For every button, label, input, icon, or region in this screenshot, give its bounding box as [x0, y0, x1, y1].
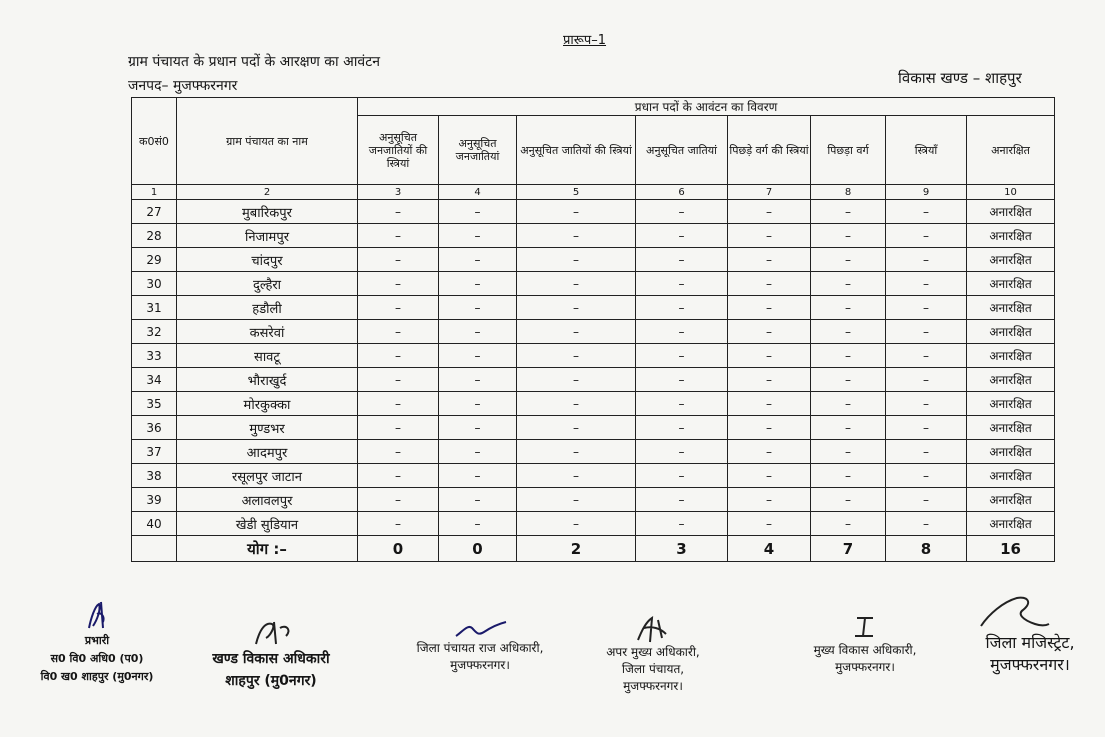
table-row [132, 464, 1055, 488]
row-panchayat-name: सावटू [177, 344, 358, 368]
row-dash-cell: – [358, 488, 439, 512]
row-dash-cell: – [358, 320, 439, 344]
table-row [132, 416, 1055, 440]
row-dash-cell: – [636, 488, 728, 512]
row-dash-cell: – [728, 488, 811, 512]
table-body [132, 200, 1055, 536]
table-row [132, 200, 1055, 224]
total-value: 8 [886, 536, 967, 562]
row-panchayat-name: मोरकुक्का [177, 392, 358, 416]
row-dash-cell: – [358, 200, 439, 224]
row-dash-cell: – [811, 320, 886, 344]
row-dash-cell: – [811, 416, 886, 440]
row-dash-cell: – [728, 200, 811, 224]
row-dash-cell: – [886, 320, 967, 344]
row-category: अनारक्षित [967, 440, 1055, 464]
row-sno: 32 [132, 320, 177, 344]
row-category: अनारक्षित [967, 272, 1055, 296]
row-dash-cell: – [886, 344, 967, 368]
row-sno: 35 [132, 392, 177, 416]
row-dash-cell: – [728, 368, 811, 392]
row-dash-cell: – [517, 320, 636, 344]
row-dash-cell: – [811, 368, 886, 392]
row-sno: 40 [132, 512, 177, 536]
row-dash-cell: – [358, 368, 439, 392]
row-panchayat-name: कसरेवां [177, 320, 358, 344]
row-dash-cell: – [517, 272, 636, 296]
row-dash-cell: – [886, 272, 967, 296]
table-row [132, 440, 1055, 464]
row-dash-cell: – [358, 392, 439, 416]
row-category: अनारक्षित [967, 368, 1055, 392]
row-dash-cell: – [886, 488, 967, 512]
row-dash-cell: – [517, 392, 636, 416]
row-dash-cell: – [517, 344, 636, 368]
row-dash-cell: – [811, 512, 886, 536]
signatory-line: मुजफ्फरनगर। [450, 658, 510, 672]
row-dash-cell: – [886, 392, 967, 416]
row-dash-cell: – [439, 320, 517, 344]
block-label: विकास खण्ड – शाहपुर [898, 69, 1022, 87]
signatory-line: मुजफ्फरनगर। [990, 655, 1070, 674]
column-number: 1 [132, 185, 177, 200]
row-dash-cell: – [728, 272, 811, 296]
table-row [132, 224, 1055, 248]
row-category: अनारक्षित [967, 320, 1055, 344]
row-dash-cell: – [439, 200, 517, 224]
row-dash-cell: – [517, 464, 636, 488]
row-category: अनारक्षित [967, 224, 1055, 248]
column-number-row [132, 185, 1055, 200]
col-header-st-women: अनुसूचित जनजातियों की स्त्रियां [358, 116, 439, 185]
row-dash-cell: – [811, 344, 886, 368]
row-dash-cell: – [517, 488, 636, 512]
row-panchayat-name: मुबारिकपुर [177, 200, 358, 224]
row-dash-cell: – [358, 416, 439, 440]
row-panchayat-name: निजामपुर [177, 224, 358, 248]
table-row [132, 392, 1055, 416]
row-dash-cell: – [358, 344, 439, 368]
row-dash-cell: – [728, 224, 811, 248]
row-dash-cell: – [886, 248, 967, 272]
row-dash-cell: – [358, 464, 439, 488]
row-category: अनारक्षित [967, 464, 1055, 488]
row-dash-cell: – [728, 512, 811, 536]
table-row [132, 488, 1055, 512]
row-panchayat-name: रसूलपुर जाटान [177, 464, 358, 488]
row-panchayat-name: हडौली [177, 296, 358, 320]
row-dash-cell: – [728, 344, 811, 368]
row-dash-cell: – [439, 272, 517, 296]
signatory-line: जिला मजिस्ट्रेट, [985, 633, 1075, 652]
row-dash-cell: – [636, 464, 728, 488]
row-dash-cell: – [636, 224, 728, 248]
row-dash-cell: – [439, 224, 517, 248]
row-sno: 30 [132, 272, 177, 296]
row-dash-cell: – [636, 368, 728, 392]
row-dash-cell: – [358, 296, 439, 320]
row-category: अनारक्षित [967, 512, 1055, 536]
row-dash-cell: – [439, 296, 517, 320]
row-dash-cell: – [517, 200, 636, 224]
row-dash-cell: – [886, 368, 967, 392]
row-dash-cell: – [439, 464, 517, 488]
row-category: अनारक्षित [967, 200, 1055, 224]
row-dash-cell: – [439, 416, 517, 440]
column-number: 9 [886, 185, 967, 200]
row-category: अनारक्षित [967, 416, 1055, 440]
col-header-obc: पिछड़ा वर्ग [811, 116, 886, 185]
row-dash-cell: – [728, 296, 811, 320]
row-sno: 38 [132, 464, 177, 488]
row-dash-cell: – [811, 200, 886, 224]
row-dash-cell: – [636, 296, 728, 320]
row-dash-cell: – [439, 488, 517, 512]
row-category: अनारक्षित [967, 296, 1055, 320]
row-panchayat-name: दुल्हैरा [177, 272, 358, 296]
row-category: अनारक्षित [967, 248, 1055, 272]
table-row [132, 512, 1055, 536]
row-dash-cell: – [517, 512, 636, 536]
row-panchayat-name: मुण्डभर [177, 416, 358, 440]
row-dash-cell: – [636, 512, 728, 536]
signature-mark [236, 618, 306, 648]
row-dash-cell: – [517, 224, 636, 248]
column-number: 4 [439, 185, 517, 200]
col-header-st: अनुसूचित जनजातियां [439, 116, 517, 185]
total-value: 0 [439, 536, 517, 562]
row-category: अनारक्षित [967, 392, 1055, 416]
row-dash-cell: – [636, 272, 728, 296]
table-row [132, 368, 1055, 392]
signatory-line: मुजफ्फरनगर। [835, 660, 895, 674]
table-row [132, 248, 1055, 272]
row-dash-cell: – [728, 416, 811, 440]
row-dash-cell: – [811, 440, 886, 464]
col-header-sno: क0सं0 [132, 98, 177, 185]
signatory-amo [583, 628, 723, 695]
document-title: ग्राम पंचायत के प्रधान पदों के आरक्षण का आवंटन [128, 54, 381, 70]
row-dash-cell: – [886, 224, 967, 248]
row-dash-cell: – [811, 248, 886, 272]
column-number: 3 [358, 185, 439, 200]
total-value: 7 [811, 536, 886, 562]
row-dash-cell: – [636, 416, 728, 440]
row-dash-cell: – [636, 440, 728, 464]
row-sno: 34 [132, 368, 177, 392]
signatory-cdo [780, 612, 950, 676]
row-sno: 27 [132, 200, 177, 224]
column-number: 5 [517, 185, 636, 200]
row-dash-cell: – [728, 248, 811, 272]
district-label: जनपद– मुजफ्फरनगर [128, 78, 238, 94]
row-dash-cell: – [811, 488, 886, 512]
row-dash-cell: – [728, 440, 811, 464]
row-dash-cell: – [358, 224, 439, 248]
signature-mark [628, 614, 678, 644]
row-dash-cell: – [728, 392, 811, 416]
total-label: योग :– [177, 536, 358, 562]
column-number: 6 [636, 185, 728, 200]
table-row [132, 296, 1055, 320]
row-dash-cell: – [439, 368, 517, 392]
col-header-sc-women: अनुसूचित जातियों की स्त्रियां [517, 116, 636, 185]
signatory-dm [955, 592, 1105, 676]
reservation-table [131, 97, 1055, 562]
form-number: प्रारूप–1 [563, 33, 607, 48]
row-category: अनारक्षित [967, 344, 1055, 368]
row-dash-cell: – [886, 464, 967, 488]
row-dash-cell: – [886, 440, 967, 464]
row-dash-cell: – [517, 248, 636, 272]
signatory-dpro [390, 640, 570, 674]
signatory-line: शाहपुर (मु0नगर) [225, 673, 317, 689]
total-value: 3 [636, 536, 728, 562]
row-dash-cell: – [728, 464, 811, 488]
column-number: 8 [811, 185, 886, 200]
signatory-line: जिला पंचायत, [621, 662, 685, 676]
col-header-sc: अनुसूचित जातियां [636, 116, 728, 185]
signatory-line: वि0 ख0 शाहपुर (मु0नगर) [40, 670, 154, 683]
col-header-obc-women: पिछड़े वर्ग की स्त्रियां [728, 116, 811, 185]
signature-mark [77, 600, 117, 632]
table-row [132, 272, 1055, 296]
row-dash-cell: – [517, 440, 636, 464]
row-dash-cell: – [811, 224, 886, 248]
row-sno: 28 [132, 224, 177, 248]
col-header-unreserved: अनारक्षित [967, 116, 1055, 185]
column-number: 7 [728, 185, 811, 200]
signatory-line: मुजफ्फरनगर। [623, 679, 683, 693]
row-panchayat-name: भौराखुर्द [177, 368, 358, 392]
row-dash-cell: – [439, 392, 517, 416]
row-sno: 31 [132, 296, 177, 320]
row-sno: 33 [132, 344, 177, 368]
col-header-women: स्त्रियाँ [886, 116, 967, 185]
table-row [132, 320, 1055, 344]
signature-mark [845, 612, 885, 642]
row-panchayat-name: अलावलपुर [177, 488, 358, 512]
signatory-line: जिला पंचायत राज अधिकारी, [416, 641, 544, 655]
row-dash-cell: – [811, 392, 886, 416]
row-dash-cell: – [358, 440, 439, 464]
row-dash-cell: – [358, 248, 439, 272]
column-number: 10 [967, 185, 1055, 200]
signatory-line: मुख्य विकास अधिकारी, [813, 643, 917, 657]
row-dash-cell: – [439, 248, 517, 272]
signatory-bdo [186, 618, 356, 692]
total-spacer [132, 536, 177, 562]
row-panchayat-name: खेडी सुडियान [177, 512, 358, 536]
row-panchayat-name: चांदपुर [177, 248, 358, 272]
row-sno: 39 [132, 488, 177, 512]
row-dash-cell: – [439, 344, 517, 368]
row-dash-cell: – [517, 296, 636, 320]
group-header: प्रधान पदों के आवंटन का विवरण [358, 98, 1055, 116]
row-dash-cell: – [636, 320, 728, 344]
signatory-line: स0 वि0 अधि0 (प0) [50, 652, 144, 665]
signatory-line: प्रभारी [84, 634, 110, 647]
signature-mark [450, 618, 510, 640]
row-dash-cell: – [811, 464, 886, 488]
row-dash-cell: – [636, 344, 728, 368]
signature-mark [973, 592, 1053, 632]
total-value: 4 [728, 536, 811, 562]
row-sno: 29 [132, 248, 177, 272]
row-sno: 36 [132, 416, 177, 440]
signatory-line: अपर मुख्य अधिकारी, [606, 645, 700, 659]
col-header-name: ग्राम पंचायत का नाम [177, 98, 358, 185]
row-category: अनारक्षित [967, 488, 1055, 512]
row-dash-cell: – [811, 272, 886, 296]
row-dash-cell: – [517, 416, 636, 440]
table-row [132, 344, 1055, 368]
row-dash-cell: – [886, 416, 967, 440]
row-dash-cell: – [636, 392, 728, 416]
total-value: 2 [517, 536, 636, 562]
row-dash-cell: – [636, 200, 728, 224]
row-panchayat-name: आदमपुर [177, 440, 358, 464]
signatory-incharge [22, 600, 172, 686]
row-dash-cell: – [728, 320, 811, 344]
row-dash-cell: – [811, 296, 886, 320]
column-number: 2 [177, 185, 358, 200]
row-dash-cell: – [358, 512, 439, 536]
total-value: 16 [967, 536, 1055, 562]
total-value: 0 [358, 536, 439, 562]
row-dash-cell: – [439, 440, 517, 464]
row-dash-cell: – [439, 512, 517, 536]
row-sno: 37 [132, 440, 177, 464]
row-dash-cell: – [636, 248, 728, 272]
row-dash-cell: – [886, 512, 967, 536]
row-dash-cell: – [517, 368, 636, 392]
row-dash-cell: – [886, 200, 967, 224]
row-dash-cell: – [358, 272, 439, 296]
signatory-line: खण्ड विकास अधिकारी [212, 651, 330, 667]
row-dash-cell: – [886, 296, 967, 320]
total-row [132, 536, 1055, 562]
